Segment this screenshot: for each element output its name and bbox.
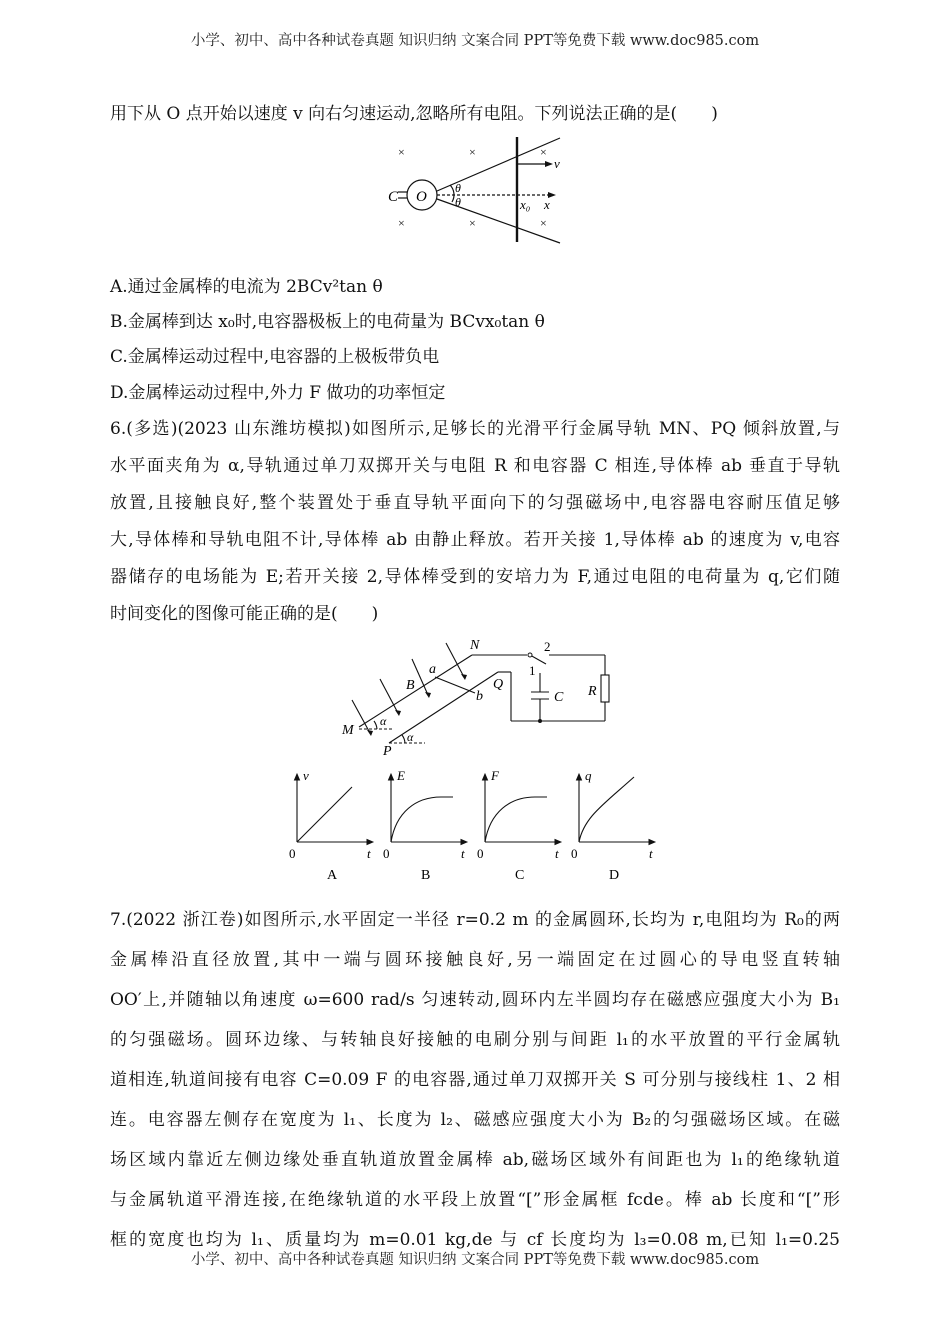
q7-line: 金属棒沿直径放置,其中一端与圆环接触良好,另一端固定在过圆心的导电竖直转轴 <box>110 950 840 970</box>
q5-option-d: D.金属棒运动过程中,外力 F 做功的功率恒定 <box>110 383 446 403</box>
label-P: P <box>383 744 392 755</box>
graph-c <box>477 768 561 883</box>
label-O: O <box>416 189 427 205</box>
label-v: v <box>554 156 560 171</box>
label-theta-1: θ <box>455 181 461 195</box>
field-cross: × <box>540 216 547 230</box>
q6-line: 器储存的电场能为 E;若开关接 2,导体棒受到的安培力为 F,通过电阻的电荷量为 q,它们随 <box>110 567 840 587</box>
field-cross: × <box>540 145 547 159</box>
origin-label: 0 <box>477 846 484 861</box>
label-C: C <box>554 690 564 705</box>
q6-line: 水平面夹角为 α,导轨通过单刀双掷开关与电阻 R 和电容器 C 相连,导体棒 ab 垂直于导轨 <box>110 456 840 476</box>
graph-option-label: A <box>327 868 338 883</box>
q7-line: 场区域内靠近左侧边缘处垂直轨道放置金属棒 ab,磁场区域外有间距也为 l₁的绝缘轨道 <box>110 1150 840 1170</box>
graph-d <box>571 768 655 883</box>
q7-line: 7.(2022 浙江卷)如图所示,水平固定一半径 r=0.2 m 的金属圆环,长均为 r,电阻均为 R₀的两 <box>110 910 840 930</box>
q7-line: 连。电容器左侧存在宽度为 l₁、长度为 l₂、磁感应强度大小为 B₂的匀强磁场区域。在磁 <box>110 1110 840 1130</box>
label-alpha: α <box>407 730 414 744</box>
y-axis-label: q <box>585 768 592 783</box>
label-theta-2: θ <box>455 195 461 209</box>
q6-line: 6.(多选)(2023 山东潍坊模拟)如图所示,足够长的光滑平行金属导轨 MN、PQ 倾斜放置,与 <box>110 419 840 439</box>
switch-1: 1 <box>529 663 536 678</box>
label-a: a <box>429 662 436 677</box>
q6-circuit-figure <box>330 635 630 755</box>
label-Q: Q <box>493 677 504 692</box>
q6-line: 大,导体棒和导轨电阻不计,导体棒 ab 由静止释放。若开关接 1,导体棒 ab 的速度为 v,电容 <box>110 530 840 550</box>
y-axis-label: F <box>491 768 499 783</box>
origin-label: 0 <box>571 846 578 861</box>
q5-option-a: A.通过金属棒的电流为 2BCv²tan θ <box>110 277 383 297</box>
graph-a <box>289 768 373 883</box>
q6-graphs <box>285 765 665 890</box>
graph-option-label: D <box>609 868 620 883</box>
q7-line: 的匀强磁场。圆环边缘、与转轴良好接触的电刷分别与间距 l₁的水平放置的平行金属轨 <box>110 1030 840 1050</box>
q6-line: 放置,且接触良好,整个装置处于垂直导轨平面向下的匀强磁场中,电容器电容耐压值足够 <box>110 493 840 513</box>
field-cross: × <box>398 216 405 230</box>
label-B: B <box>406 678 415 693</box>
graph-option-label: B <box>421 868 431 883</box>
label-N: N <box>470 638 480 653</box>
x-axis-label: t <box>461 846 465 861</box>
curve <box>579 777 634 842</box>
field-cross: × <box>398 145 405 159</box>
y-axis-label: v <box>303 768 309 783</box>
label-C: C <box>388 189 399 205</box>
page-header: 小学、初中、高中各种试卷真题 知识归纳 文案合同 PPT等免费下载 www.doc985.com <box>190 33 760 49</box>
label-x: x <box>544 197 550 212</box>
field-cross: × <box>469 145 476 159</box>
x-axis-label: t <box>367 846 371 861</box>
graph-option-label: C <box>515 868 525 883</box>
label-alpha: α <box>380 714 387 728</box>
q7-line: OO′上,并随轴以角速度 ω=600 rad/s 匀速转动,圆环内左半圆均存在磁感应强度大小为 B₁ <box>110 990 840 1010</box>
origin-label: 0 <box>383 846 390 861</box>
q5-intro: 用下从 O 点开始以速度 v 向右匀速运动,忽略所有电阻。下列说法正确的是( ) <box>110 104 718 124</box>
origin-label: 0 <box>289 846 296 861</box>
graph-b <box>383 768 467 883</box>
q6-line: 时间变化的图像可能正确的是( ) <box>110 604 379 624</box>
curve <box>391 797 453 842</box>
label-R: R <box>588 684 597 699</box>
x-axis-label: t <box>649 846 653 861</box>
curve <box>485 797 547 842</box>
q5-option-b: B.金属棒到达 x₀时,电容器极板上的电荷量为 BCvx₀tan θ <box>110 312 545 332</box>
label-x0: x₀ <box>520 197 531 212</box>
q5-figure <box>370 135 590 245</box>
switch-2: 2 <box>544 639 551 654</box>
curve <box>297 787 352 842</box>
q7-line: 与金属轨道平滑连接,在绝缘轨道的水平段上放置“[”形金属框 fcde。棒 ab 长度和“[”形 <box>110 1190 840 1210</box>
x-axis-label: t <box>555 846 559 861</box>
label-b: b <box>476 689 483 704</box>
q7-line: 道相连,轨道间接有电容 C=0.09 F 的电容器,通过单刀双掷开关 S 可分别与接线柱 1、2 相 <box>110 1070 840 1090</box>
y-axis-label: E <box>397 768 405 783</box>
field-cross: × <box>469 216 476 230</box>
page-footer: 小学、初中、高中各种试卷真题 知识归纳 文案合同 PPT等免费下载 www.doc985.com <box>190 1252 760 1268</box>
label-M: M <box>342 723 354 738</box>
q5-option-c: C.金属棒运动过程中,电容器的上极板带负电 <box>110 347 440 367</box>
q7-line: 框的宽度也均为 l₁、质量均为 m=0.01 kg,de 与 cf 长度均为 l₃=0.08 m,已知 l₁=0.25 <box>110 1230 840 1250</box>
